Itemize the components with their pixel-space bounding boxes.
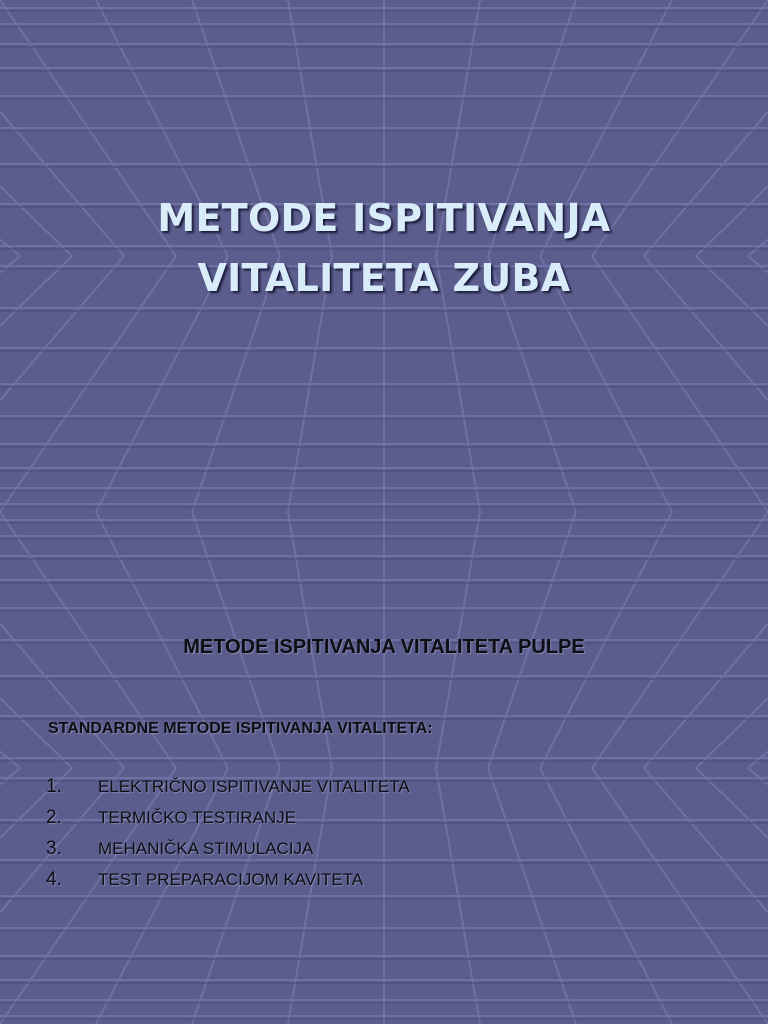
list-item xyxy=(46,838,410,869)
methods-list xyxy=(46,776,410,900)
item-number: 2. xyxy=(46,807,62,828)
list-item xyxy=(46,869,410,900)
title-line-2: VITALITETA ZUBA xyxy=(197,256,571,300)
item-number: 3. xyxy=(46,838,62,859)
list-item xyxy=(46,807,410,838)
item-number: 4. xyxy=(46,869,62,890)
slide-subtitle: METODE ISPITIVANJA VITALITETA PULPE xyxy=(183,636,585,658)
item-label: TERMIČKO TESTIRANJE xyxy=(98,808,297,827)
item-number: 1. xyxy=(46,776,62,797)
item-label: TEST PREPARACIJOM KAVITETA xyxy=(98,870,364,889)
section-heading: STANDARDNE METODE ISPITIVANJA VITALITETA: xyxy=(48,720,433,737)
item-label: ELEKTRIČNO ISPITIVANJE VITALITETA xyxy=(98,777,410,796)
list-item xyxy=(46,776,410,807)
slide-title xyxy=(0,188,768,308)
item-label: MEHANIČKA STIMULACIJA xyxy=(98,839,314,858)
title-line-1: METODE ISPITIVANJA xyxy=(157,196,611,240)
content-slide xyxy=(0,512,768,1024)
